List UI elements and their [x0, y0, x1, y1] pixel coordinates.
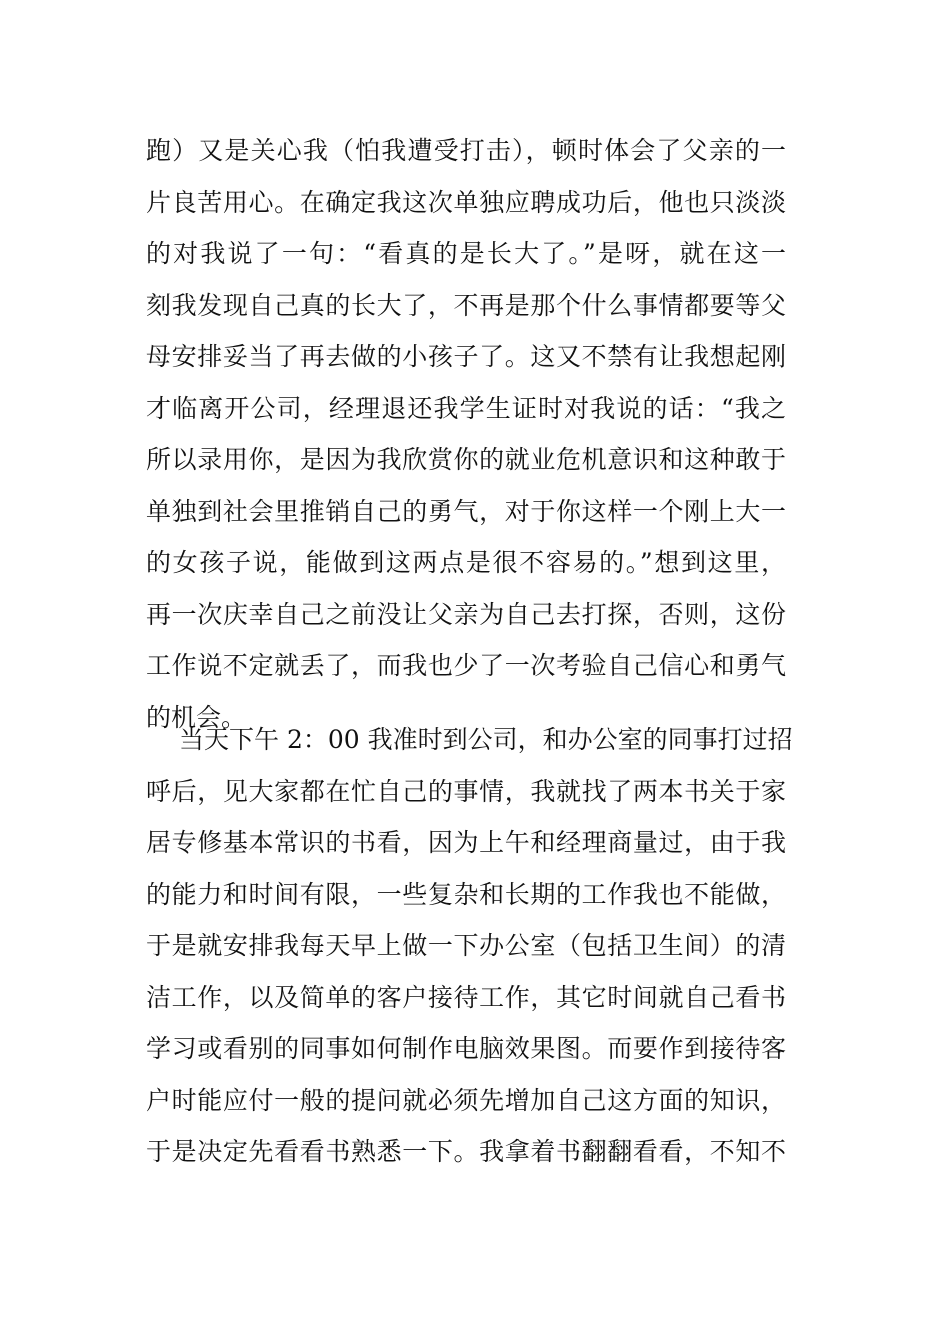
- paragraph-2: [146, 714, 793, 1178]
- text-line: 当天下午 2：00 我准时到公司，和办公室的同事打过招: [179, 725, 793, 754]
- text-line: 户时能应付一般的提问就必须先增加自己这方面的知识，: [146, 1085, 786, 1115]
- text-line: 片良苦用心。在确定我这次单独应聘成功后，他也只淡淡: [146, 187, 786, 217]
- text-line: 母安排妥当了再去做的小孩子了。这又不禁有让我想起刚: [146, 342, 786, 371]
- text-line: 刻我发现自己真的长大了，不再是那个什么事情都要等父: [146, 290, 786, 320]
- text-line: 的女孩子说，能做到这两点是很不容易的。”想到这里，: [146, 548, 786, 577]
- text-line: 于是就安排我每天早上做一下办公室（包括卫生间）的清: [146, 931, 786, 960]
- text-line: 的对我说了一句：“看真的是长大了。”是呀，就在这一: [146, 239, 786, 268]
- text-line: 工作说不定就丢了，而我也少了一次考验自己信心和勇气: [146, 651, 786, 680]
- paragraph-1: [146, 125, 786, 743]
- text-line: 居专修基本常识的书看，因为上午和经理商量过，由于我: [146, 828, 786, 857]
- text-line: 跑）又是关心我（怕我遭受打击），顿时体会了父亲的一: [146, 136, 786, 165]
- text-line: 于是决定先看看书熟悉一下。我拿着书翻翻看看，不知不: [146, 1137, 786, 1166]
- text-line: 学习或看别的同事如何制作电脑效果图。而要作到接待客: [146, 1034, 786, 1063]
- text-line: 再一次庆幸自己之前没让父亲为自己去打探，否则，这份: [146, 599, 786, 629]
- text-line: 所以录用你，是因为我欣赏你的就业危机意识和这种敢于: [146, 445, 786, 474]
- text-line: 的能力和时间有限，一些复杂和长期的工作我也不能做，: [146, 879, 786, 909]
- text-line: 才临离开公司，经理退还我学生证时对我说的话：“我之: [146, 393, 786, 423]
- text-line: 的机会。: [146, 702, 247, 732]
- text-line: 洁工作，以及简单的客户接待工作，其它时间就自己看书: [146, 982, 786, 1012]
- text-line: 单独到社会里推销自己的勇气，对于你这样一个刚上大一: [146, 496, 786, 526]
- text-line: 呼后，见大家都在忙自己的事情，我就找了两本书关于家: [146, 776, 786, 806]
